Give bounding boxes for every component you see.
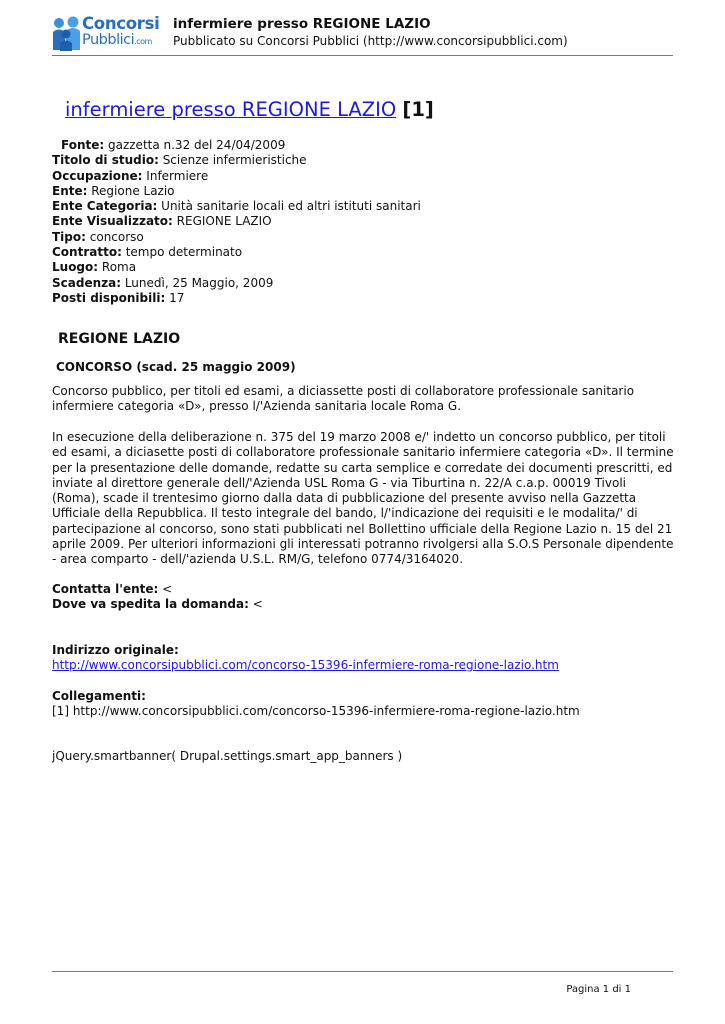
original-url-link[interactable]: http://www.concorsipubblici.com/concorso-15396-infermiere-roma-regione-lazio.htm: [52, 658, 559, 673]
detail-value: concorso: [85, 229, 144, 244]
page-number: Pagina 1 di 1: [566, 984, 631, 995]
detail-row: [52, 245, 421, 260]
detail-label: Titolo di studio:: [52, 153, 159, 168]
body-paragraph: In esecuzione della deliberazione n. 375 del 19 marzo 2008 e/' indetto un concorso pubblico, per titoli ed esami, a diciasette posti di collaboratore professionale sanitario infermiere categoria «D». Il termine per la presentazione delle domande, redatte su carta semplice e corredate dei documenti prescritti, ed inviate al direttore generale dell/'Azienda USL Roma G - via Tiburtina n. 22/A c.a.p. 00019 Tivoli (Roma), scade il trentesimo giorno dalla data di pubblicazione del presente avviso nella Gazzetta Ufficiale della Repubblica. Il testo integrale del bando, l/'indicazione dei requisiti e le modalita/' di partecipazione al concorso, sono stati pubblicati nel Bollettino ufficiale della Regione Lazio n. 15 del 21 aprile 2009. Per ulteriori informazioni gli interessati potranno rivolgersi alla S.O.S Personale dipendente - area comparto - dell/'azienda U.S.L. RM/G, telefono 0774/3164020.: [52, 430, 674, 567]
detail-value: REGIONE LAZIO: [172, 214, 272, 229]
detail-value: Unità sanitarie locali ed altri istituti sanitari: [157, 199, 421, 214]
link-item: [1] http://www.concorsipubblici.com/concorso-15396-infermiere-roma-regione-lazio.htm: [52, 704, 580, 719]
detail-value: Scienze infermieristiche: [158, 153, 307, 168]
detail-label: Fonte:: [61, 138, 105, 152]
contact-label: Contatta l'ente:: [52, 582, 159, 596]
detail-label: Ente:: [52, 183, 88, 198]
detail-value: Regione Lazio: [87, 183, 175, 198]
detail-row: [52, 214, 421, 229]
detail-row: [52, 230, 421, 245]
logo-text-concorsi: Concorsi: [82, 14, 160, 33]
detail-label: Ente Visualizzato:: [52, 214, 173, 229]
contact-value: <: [158, 582, 173, 596]
links-section: [52, 689, 580, 720]
detail-row: [52, 153, 421, 168]
section-heading: REGIONE LAZIO: [58, 331, 181, 347]
title-link[interactable]: infermiere presso REGIONE LAZIO: [65, 98, 397, 121]
script-text: jQuery.smartbanner( Drupal.settings.smart_app_banners ): [52, 749, 403, 763]
people-logo-icon: [52, 16, 82, 52]
detail-label: Ente Categoria:: [52, 199, 158, 214]
contact-row: [52, 582, 263, 597]
concorsi-pubblici-logo[interactable]: [52, 14, 164, 54]
page-title: [65, 98, 434, 121]
header-title: infermiere presso REGIONE LAZIO: [173, 16, 431, 32]
title-reference: [1]: [402, 98, 434, 121]
detail-row: [52, 276, 421, 291]
logo-text-com: .com: [134, 37, 152, 46]
send-label: Dove va spedita la domanda:: [52, 597, 249, 612]
detail-value: Infermiere: [142, 168, 209, 183]
detail-row: [52, 260, 421, 275]
detail-value: Lunedì, 25 Maggio, 2009: [121, 275, 274, 290]
detail-label: Occupazione:: [52, 168, 143, 183]
detail-label: Scadenza:: [52, 275, 122, 290]
header-subtitle: Pubblicato su Concorsi Pubblici (http://www.concorsipubblici.com): [173, 34, 568, 48]
detail-value: 17: [165, 290, 185, 305]
details-list: [52, 138, 421, 306]
detail-row: [52, 199, 421, 214]
page-header: [52, 14, 672, 56]
detail-label: Posti disponibili:: [52, 290, 166, 305]
detail-row: [52, 138, 421, 153]
detail-label: Luogo:: [52, 260, 99, 275]
detail-value: gazzetta n.32 del 24/04/2009: [104, 138, 286, 152]
original-label: Indirizzo originale:: [52, 643, 179, 657]
original-address: [52, 643, 559, 674]
detail-row: [52, 291, 421, 306]
detail-label: Tipo:: [52, 229, 86, 244]
send-value: <: [248, 597, 263, 612]
header-divider: [52, 55, 673, 56]
intro-paragraph: Concorso pubblico, per titoli ed esami, a diciassette posti di collaboratore professionale sanitario infermiere categoria «D», presso l/'Azienda sanitaria locale Roma G.: [52, 384, 635, 414]
detail-row: [52, 169, 421, 184]
links-label: Collegamenti:: [52, 689, 146, 703]
footer-divider: [52, 971, 673, 972]
detail-value: tempo determinato: [121, 245, 243, 260]
detail-value: Roma: [98, 260, 137, 275]
logo-text-pubblici-main: Pubblici: [82, 32, 135, 48]
detail-label: Contratto:: [52, 245, 122, 260]
detail-row: [52, 184, 421, 199]
contact-info: [52, 582, 263, 613]
concorso-heading: CONCORSO (scad. 25 maggio 2009): [56, 360, 296, 374]
send-row: [52, 597, 263, 612]
logo-text-pubblici: [82, 32, 152, 48]
